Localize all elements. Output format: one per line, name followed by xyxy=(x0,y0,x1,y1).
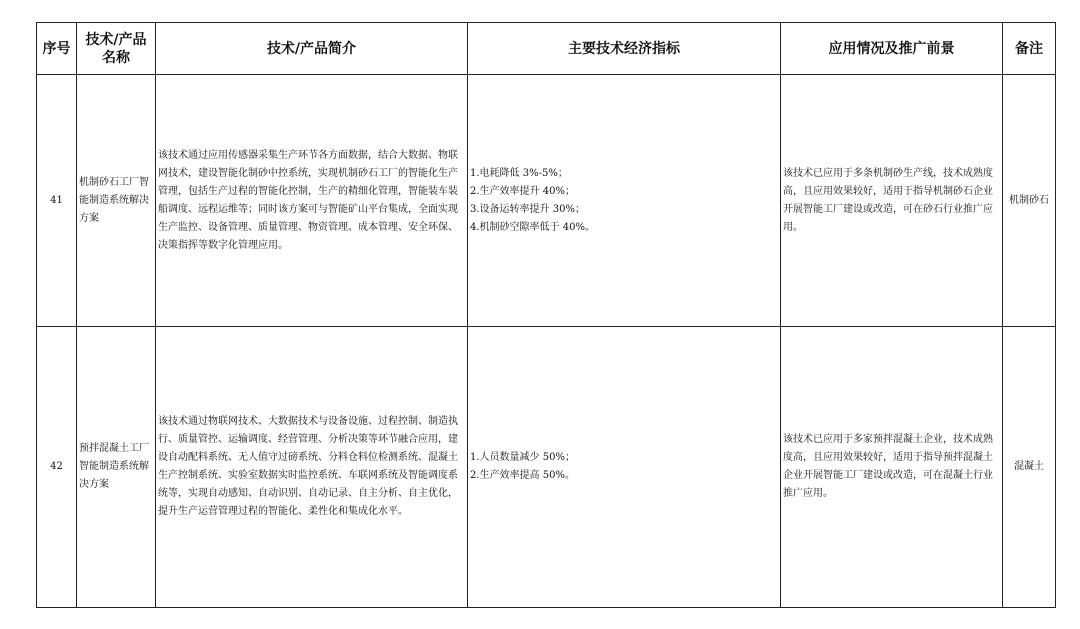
table-row xyxy=(37,75,1056,327)
row-application: 该技术已应用于多条机制砂生产线，技术成熟度高，且应用效果较好，适用于指导机制砂石企业开展智能工厂建设或改造，可在砂石行业推广应用。 xyxy=(781,75,1003,327)
table-header-row xyxy=(37,23,1056,75)
header-note: 备注 xyxy=(1003,23,1056,75)
row-name: 预拌混凝土工厂智能制造系统解决方案 xyxy=(77,327,156,608)
header-indicators: 主要技术经济指标 xyxy=(468,23,781,75)
row-intro: 该技术通过应用传感器采集生产环节各方面数据，结合大数据、物联网技术，建设智能化制砂中控系统，实现机制砂石工厂的智能化生产管理，包括生产过程的智能化控制，生产的精细化管理，智能装车装船调度、远程运维等；同时该方案可与智能矿山平台集成，全面实现生产监控、设备管理、质量管理、物资管理、成本管理、安全环保、决策指挥等数字化管理应用。 xyxy=(156,75,468,327)
row-application: 该技术已应用于多家预拌混凝土企业，技术成熟度高，且应用效果较好，适用于指导预拌混凝土企业开展智能工厂建设或改造，可在混凝土行业推广应用。 xyxy=(781,327,1003,608)
header-application: 应用情况及推广前景 xyxy=(781,23,1003,75)
spec-table-container xyxy=(36,22,1055,608)
spec-table xyxy=(36,22,1056,608)
row-note: 机制砂石 xyxy=(1003,75,1056,327)
header-no: 序号 xyxy=(37,23,77,75)
row-no: 41 xyxy=(37,75,77,327)
table-row xyxy=(37,327,1056,608)
row-name: 机制砂石工厂智能制造系统解决方案 xyxy=(77,75,156,327)
header-name: 技术/产品 名称 xyxy=(77,23,156,75)
row-intro: 该技术通过物联网技术、大数据技术与设备设施、过程控制、制造执行、质量管控、运输调度、经营管理、分析决策等环节融合应用，建设自动配料系统、无人值守过磅系统、分料仓料位检测系统、混凝土生产控制系统、实验室数据实时监控系统、车联网系统及智能调度系统等，实现自动感知、自动识别、自动记录、自主分析、自主优化，提升生产运营管理过程的智能化、柔性化和集成化水平。 xyxy=(156,327,468,608)
row-note: 混凝土 xyxy=(1003,327,1056,608)
row-indicators: 1.电耗降低 3%-5%； 2.生产效率提升 40%； 3.设备运转率提升 30%； 4.机制砂空隙率低于 40%。 xyxy=(468,75,781,327)
header-intro: 技术/产品简介 xyxy=(156,23,468,75)
row-no: 42 xyxy=(37,327,77,608)
row-indicators: 1.人员数量减少 50%； 2.生产效率提高 50%。 xyxy=(468,327,781,608)
